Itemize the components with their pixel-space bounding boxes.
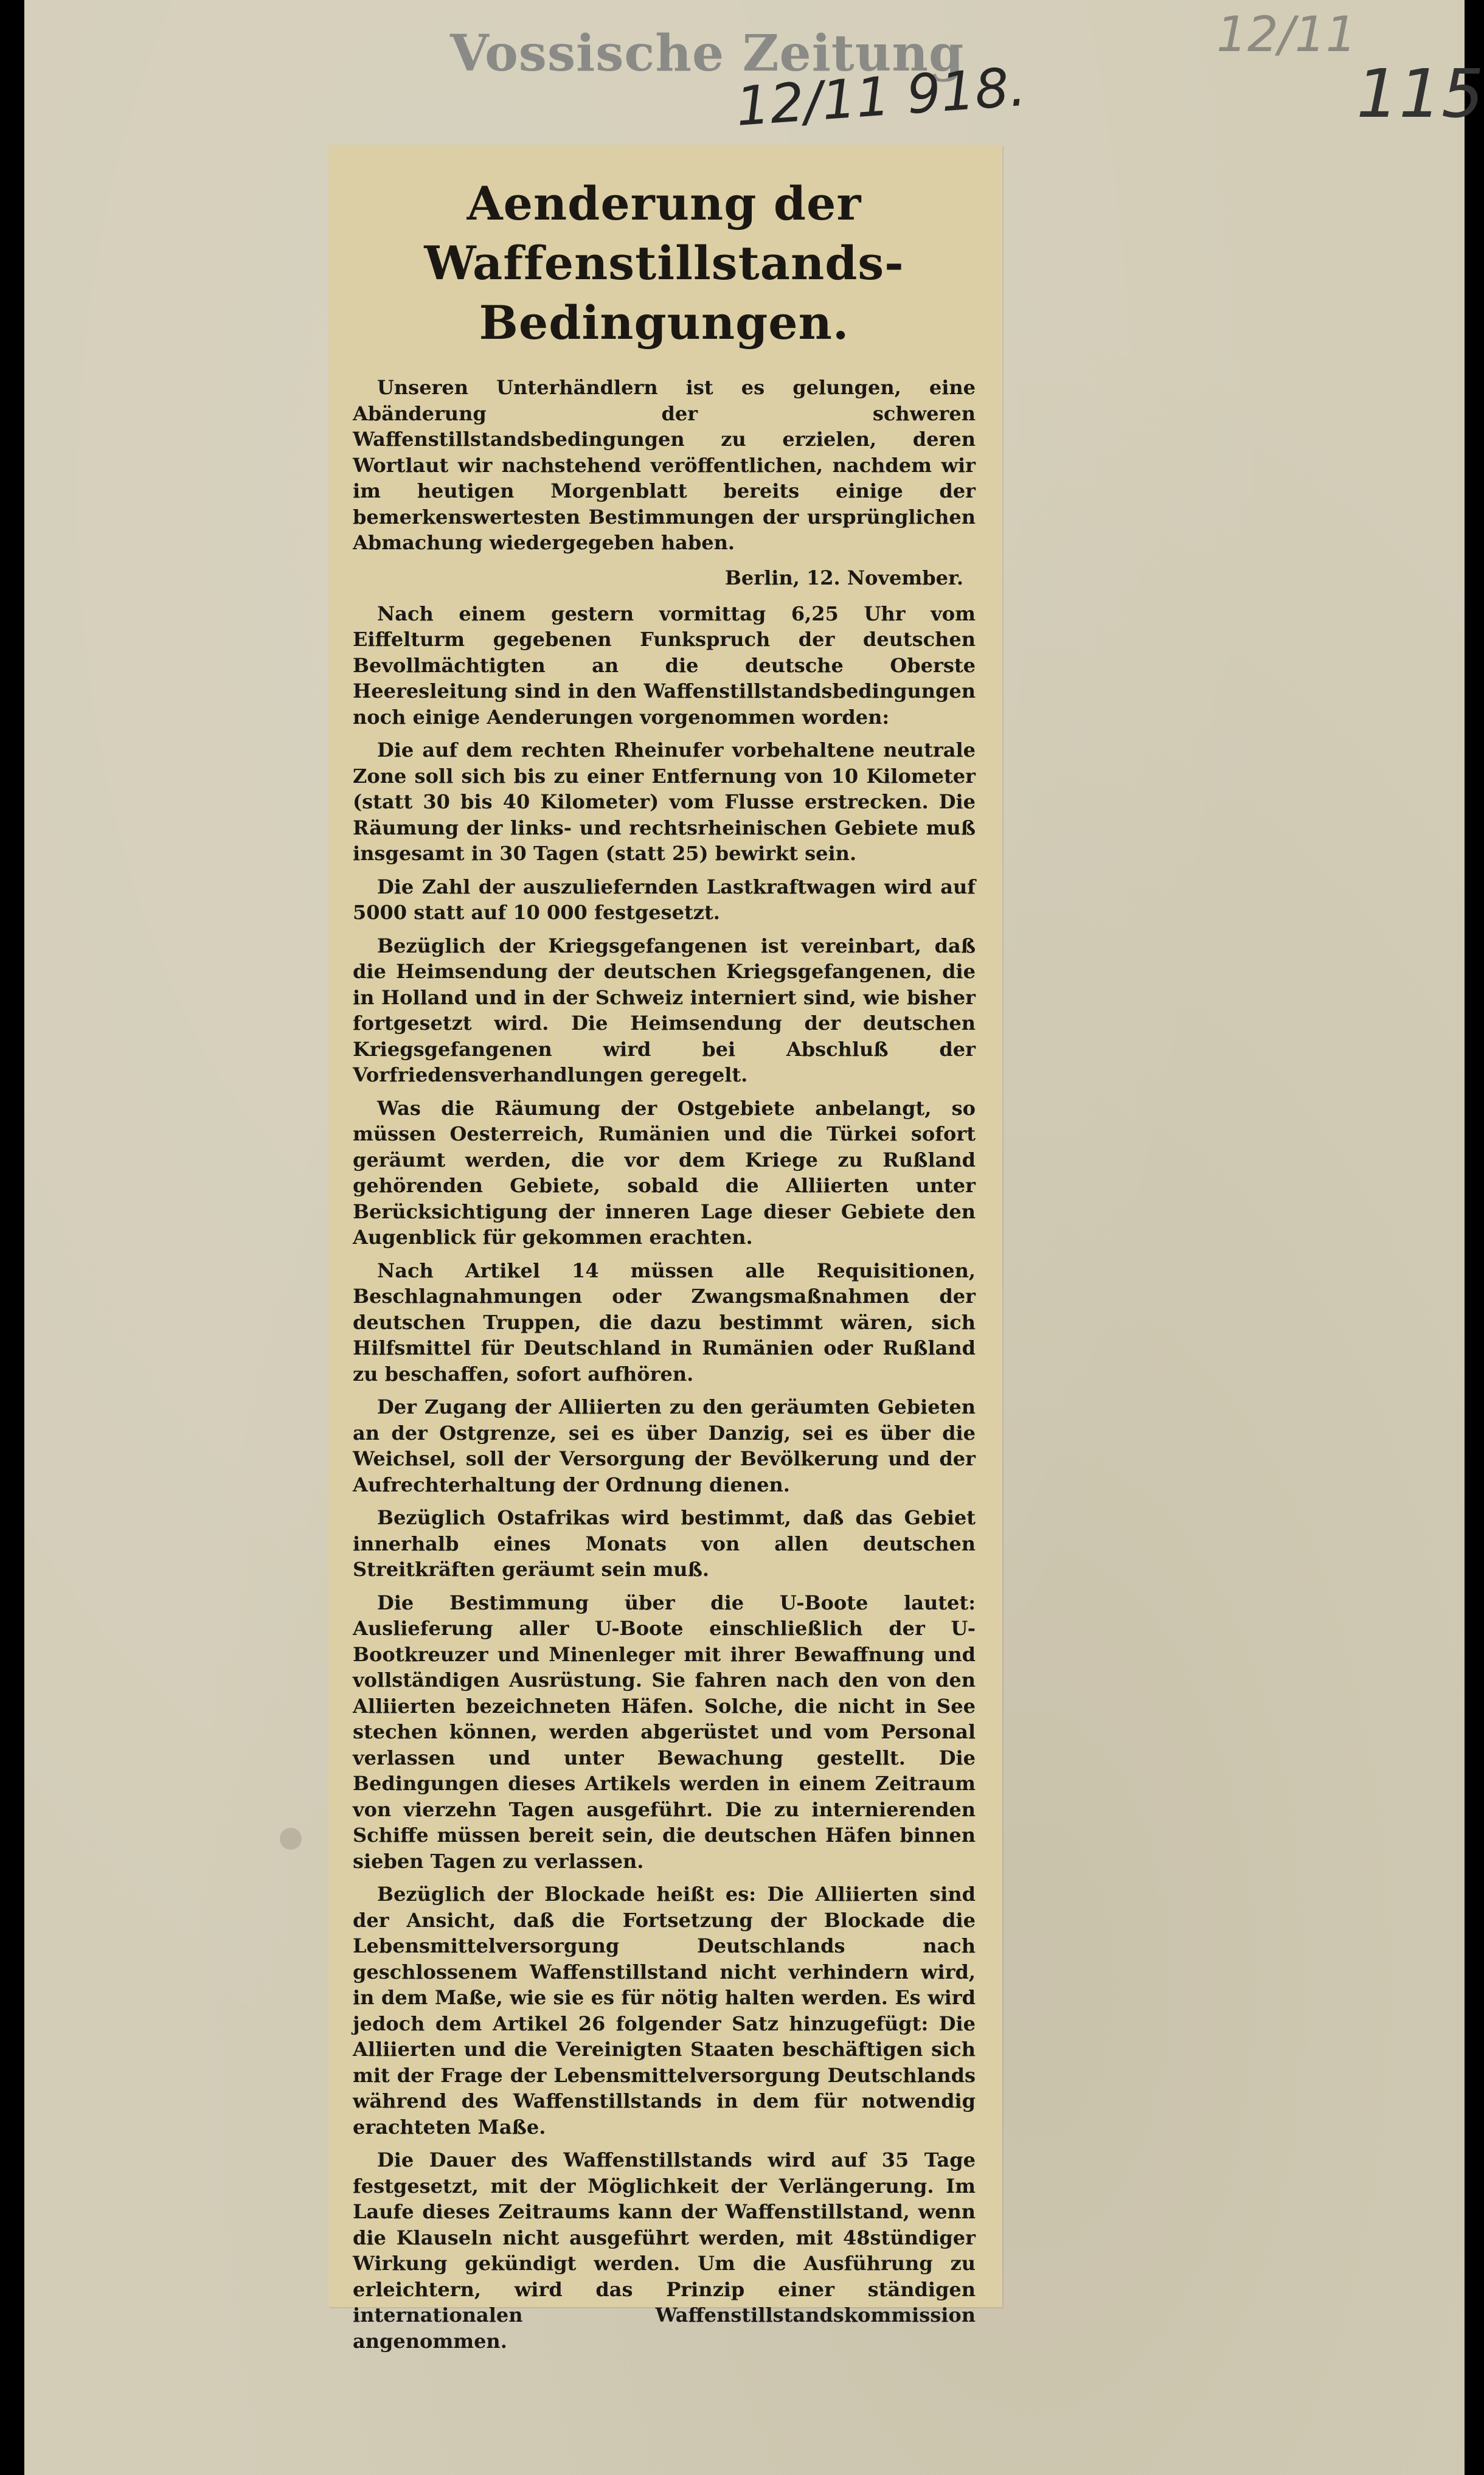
article-paragraph: Die Zahl der auszuliefernden Lastkraftwagen wird auf 5000 statt auf 10 000 festgesetzt. (353, 875, 976, 924)
headline-line-2: Waffenstillstands-Bedingungen. (424, 236, 904, 350)
article-intro: Unseren Unterhändlern ist es gelungen, eine Abänderung der schweren Waffenstillstandsbedingungen zu erzielen, deren Wortlaut wir nachstehend veröffentlichen, nachdem wir im heutigen Morgenblatt bereits einige der bemerkenswertesten Bestimmungen der ursprünglichen Abmachung wiedergegeben haben. (353, 376, 976, 554)
article-paragraph: Bezüglich der Kriegsgefangenen ist vereinbart, daß die Heimsendung der deutschen Kriegsgefangenen, die in Holland und in der Schweiz interniert sind, wie bisher fortgesetzt wird. Die Heimsendung der deutschen Kriegsgefangenen wird bei Abschluß der Vorfriedensverhandlungen geregelt. (353, 934, 976, 1086)
article-dateline: Berlin, 12. November. (724, 566, 963, 589)
article-paragraph: Die auf dem rechten Rheinufer vorbehaltene neutrale Zone soll sich bis zu einer Entfernung von 10 Kilometer (statt 30 bis 40 Kilometer) vom Flusse erstrecken. Die Räumung der links- und rechtsrheinischen Gebiete muß insgesamt in 30 Tagen (statt 25) bewirkt sein. (353, 738, 976, 865)
handwritten-corner-note: 12/11 (1216, 6, 1357, 63)
article-paragraph: Was die Räumung der Ostgebiete anbelangt, so müssen Oesterreich, Rumänien und die Türkei sofort geräumt werden, die vor dem Kriege zu Rußland gehörenden Gebiete, sobald die Alliierten unter Berücksichtigung der inneren Lage dieser Gebiete den Augenblick für gekommen erachten. (353, 1096, 976, 1249)
article-paragraph: Nach einem gestern vormittag 6,25 Uhr vom Eiffelturm gegebenen Funkspruch der deutschen Bevollmächtigten an die deutsche Oberste Heeresleitung sind in den Waffenstillstandsbedingungen noch einige Aenderungen vorgenommen worden: (353, 602, 976, 729)
article-paragraph: Die Bestimmung über die U-Boote lautet: Auslieferung aller U-Boote einschließlich der U-Bootkreuzer und Minenleger mit ihrer Bewaffnung und vollständigen Ausrüstung. Sie fahren nach den von den Alliierten bezeichneten Häfen. Solche, die nicht in See stechen können, werden abgerüstet und vom Personal verlassen und unter Bewachung gestellt. Die Bedingungen dieses Artikels werden in einem Zeitraum von vierzehn Tagen ausgeführt. Die zu internierenden Schiffe müssen bereit sein, die deutschen Häfen binnen sieben Tagen zu verlassen. (353, 1591, 976, 1873)
paper-stain (280, 1828, 302, 1850)
article-paragraph: Der Zugang der Alliierten zu den geräumten Gebieten an der Ostgrenze, sei es über Danzig, sei es über die Weichsel, soll der Versorgung der Bevölkerung und der Aufrechterhaltung der Ordnung dienen. (353, 1395, 976, 1496)
article-paragraph: Die Dauer des Waffenstillstands wird auf 35 Tage festgesetzt, mit der Möglichkeit der Verlängerung. Im Laufe dieses Zeitraums kann der Waffenstillstand, wenn die Klauseln nicht ausgeführt werden, mit 48stündiger Wirkung gekündigt werden. Um die Ausführung zu erleichtern, wird das Prinzip einer ständigen internationalen Waffenstillstandskommission angenommen. (353, 2148, 976, 2353)
article-paragraph: Nach Artikel 14 müssen alle Requisitionen, Beschlagnahmungen oder Zwangsmaßnahmen der deutschen Truppen, die dazu bestimmt wären, sich Hilfsmittel für Deutschland in Rumänien oder Rußland zu beschaffen, sofort aufhören. (353, 1258, 976, 1386)
handwritten-page-number: 115 (1356, 55, 1484, 133)
headline-line-1: Aenderung der (466, 176, 862, 231)
newspaper-stamp: Vossische Zeitung (450, 24, 965, 83)
article-paragraph: Bezüglich Ostafrikas wird bestimmt, daß das Gebiet innerhalb eines Monats von allen deutschen Streitkräften geräumt sein muß. (353, 1506, 976, 1581)
newspaper-clipping (328, 145, 1002, 2353)
article-paragraph: Bezüglich der Blockade heißt es: Die Alliierten sind der Ansicht, daß die Fortsetzung der Blockade die Lebensmittelversorgung Deutschlands nach geschlossenem Waffenstillstand nicht verhindern wird, in dem Maße, wie sie es für nötig halten werden. Es wird jedoch dem Artikel 26 folgender Satz hinzugefügt: Die Alliierten und die Vereinigten Staaten beschäftigen sich mit der Frage der Lebensmittelversorgung Deutschlands während des Waffenstillstands in dem für notwendig erachteten Maße. (353, 1883, 976, 2139)
article-headline (353, 174, 976, 353)
handwritten-date: 12/11 918. (733, 55, 1028, 138)
